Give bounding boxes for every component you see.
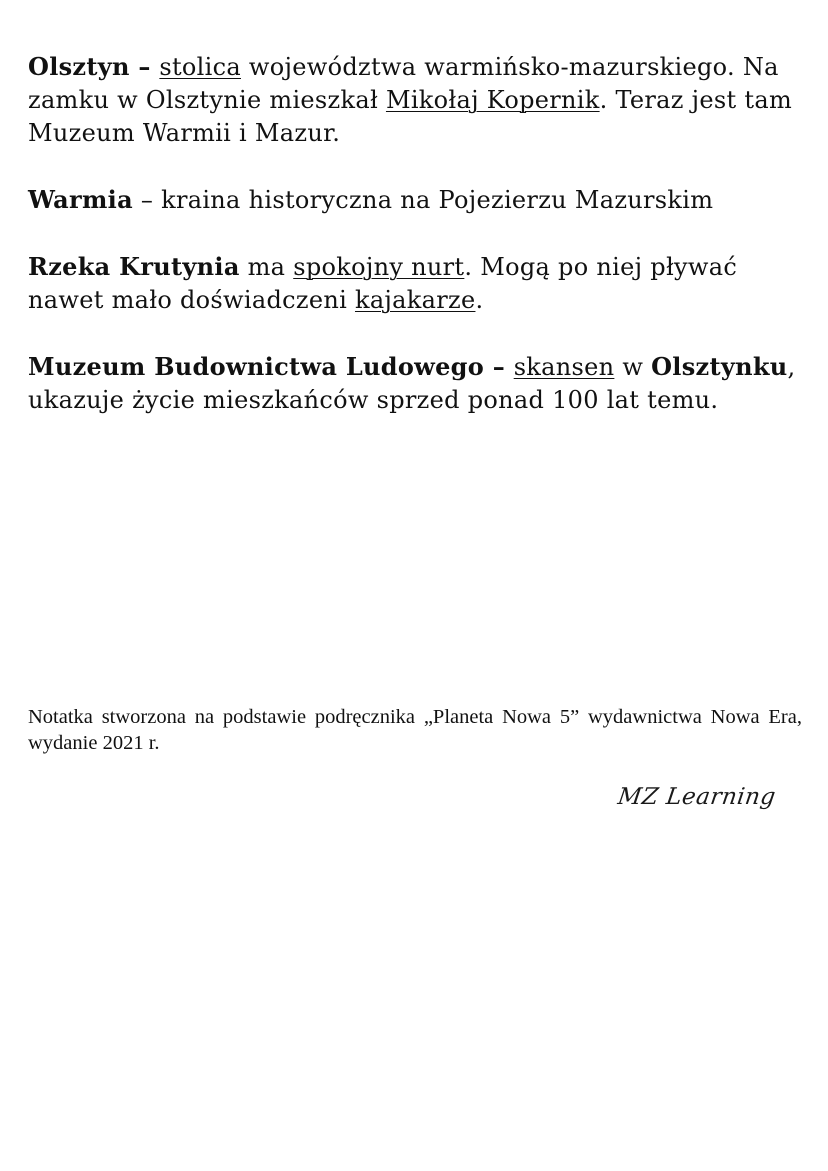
term-warmia: Warmia xyxy=(28,185,133,214)
term-krutynia: Rzeka Krutynia xyxy=(28,252,240,281)
underlined-stolica: stolica xyxy=(159,53,241,81)
paragraph-krutynia xyxy=(28,250,808,317)
text: ma xyxy=(239,253,294,281)
underlined-kopernik: Mikołaj Kopernik xyxy=(385,86,600,114)
underlined-skansen: skansen xyxy=(513,353,615,381)
author-signature: MZ Learning xyxy=(616,784,778,810)
underlined-nurt: spokojny nurt xyxy=(293,253,465,281)
term-muzeum: Muzeum Budownictwa Ludowego xyxy=(28,352,485,381)
source-footnote: Notatka stworzona na podstawie podręcznika „Planeta Nowa 5” wydawnictwa Nowa Era, wydanie 2021 r. xyxy=(28,706,802,754)
dash: – xyxy=(129,52,160,81)
underlined-kajakarze: kajakarze xyxy=(354,286,476,314)
dash: – xyxy=(484,352,514,381)
text: w xyxy=(614,353,652,381)
text: , ukazuje życie mieszkańców sprzed ponad 100 lat temu. xyxy=(28,353,796,414)
text: . Teraz jest tam Muzeum Warmii i Mazur. xyxy=(28,86,793,147)
text: województwa warmińsko-mazurskiego. Na zamku w Olsztynie mieszkał xyxy=(28,53,779,114)
text: – kraina historyczna na Pojezierzu Mazurskim xyxy=(132,186,714,214)
note-content xyxy=(28,50,808,450)
text: . xyxy=(475,286,484,314)
paragraph-muzeum xyxy=(28,350,808,417)
paragraph-olsztyn xyxy=(28,50,808,150)
term-olsztynek: Olsztynku xyxy=(651,352,788,381)
paragraph-warmia xyxy=(28,183,808,217)
term-olsztyn: Olsztyn xyxy=(28,52,130,81)
text: . Mogą po niej pływać nawet mało doświadczeni xyxy=(28,253,738,314)
